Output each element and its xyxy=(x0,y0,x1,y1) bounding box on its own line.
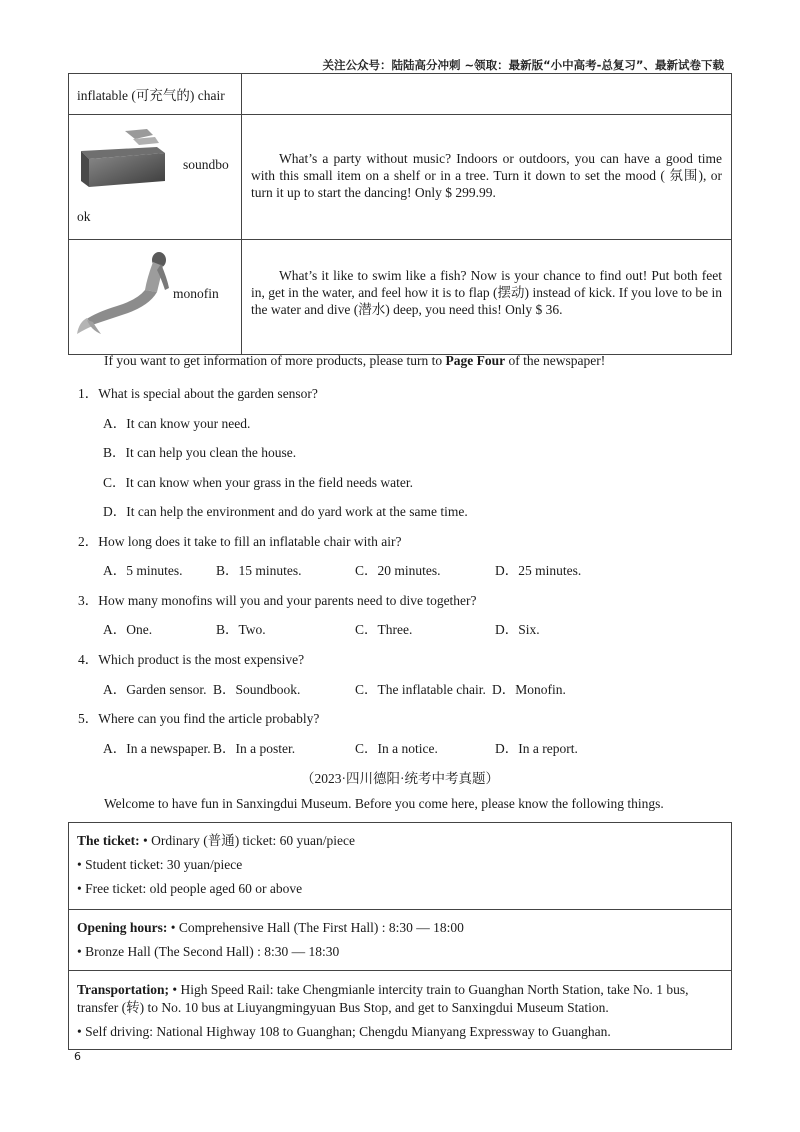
question-2: 2．How long does it take to fill an inflatable chair with air? xyxy=(78,534,402,549)
transportation-rail: • High Speed Rail: take Chengmianle intercity train to Guanghan North Station, take No. 1 bus, transfer (转) to No. 10 bus at Liuyangmingyuan Bus Stop, and get to Sanxingdui Museum Station. xyxy=(77,982,689,1015)
product-row-chair xyxy=(69,74,732,115)
question-2-option-a[interactable]: A．5 minutes. xyxy=(103,563,183,578)
question-1-option-a[interactable]: A．It can know your need. xyxy=(103,416,251,431)
question-4-option-a[interactable]: A．Garden sensor. xyxy=(103,682,207,697)
opening-hours-second-hall: • Bronze Hall (The Second Hall) : 8:30 — 18:30 xyxy=(77,944,340,959)
ticket-title: The ticket: xyxy=(77,833,140,848)
source-note: （2023·四川德阳·统考中考真题） xyxy=(301,771,499,786)
question-3-option-d[interactable]: D．Six. xyxy=(495,622,540,637)
transportation-title: Transportation; xyxy=(77,982,170,997)
monofin-description: What’s it like to swim like a fish? Now is your chance to find out! Put both feet in, get in the water, and feel how it is to flap (摆动) instead of kick. If you love to be in the water and dive (潜水) deep, you need this! Only $ 36. xyxy=(251,268,722,317)
opening-hours-row xyxy=(69,910,732,971)
question-2-option-d[interactable]: D．25 minutes. xyxy=(495,563,582,578)
question-5-option-d[interactable]: D．In a report. xyxy=(495,741,578,756)
opening-hours-first-hall: • Comprehensive Hall (The First Hall) : 8:30 — 18:00 xyxy=(167,920,464,935)
question-5-option-b[interactable]: B．In a poster. xyxy=(213,741,296,756)
ticket-free: • Free ticket: old people aged 60 or above xyxy=(77,881,303,896)
product-table xyxy=(68,73,732,355)
more-products-tip: If you want to get information of more products, please turn to Page Four of the newspaper! xyxy=(104,353,606,368)
question-2-option-b[interactable]: B．15 minutes. xyxy=(216,563,302,578)
product-row-monofin xyxy=(69,240,732,355)
question-3-option-c[interactable]: C．Three. xyxy=(355,622,413,637)
question-5-option-a[interactable]: A．In a newspaper. xyxy=(103,741,211,756)
question-4-option-d[interactable]: D．Monofin. xyxy=(492,682,566,697)
chair-label: inflatable (可充气的) chair xyxy=(77,88,225,103)
question-4: 4．Which product is the most expensive? xyxy=(78,652,305,667)
ticket-ordinary: • Ordinary (普通) ticket: 60 yuan/piece xyxy=(139,833,356,848)
soundbox-label-part1: soundbo xyxy=(183,157,229,172)
question-4-option-b[interactable]: B．Soundbook. xyxy=(213,682,301,697)
question-1-option-b[interactable]: B．It can help you clean the house. xyxy=(103,445,297,460)
transportation-driving: • Self driving: National Highway 108 to Guanghan; Chengdu Mianyang Expressway to Guanghan. xyxy=(77,1024,611,1039)
product-row-soundbox xyxy=(69,115,732,240)
monofin-label: monofin xyxy=(173,286,219,301)
monofin-image xyxy=(77,248,173,336)
ticket-student: • Student ticket: 30 yuan/piece xyxy=(77,857,243,872)
soundbox-image xyxy=(77,129,177,189)
page-header: 关注公众号：陆陆高分冲刺 ~领取：最新版“小中高考-总复习”、最新试卷下载 xyxy=(322,58,724,72)
transportation-row xyxy=(69,971,732,1050)
page-number: 6 xyxy=(74,1050,81,1063)
opening-hours-title: Opening hours: xyxy=(77,920,168,935)
question-5: 5．Where can you find the article probably? xyxy=(78,711,320,726)
question-1-option-c[interactable]: C．It can know when your grass in the field needs water. xyxy=(103,475,414,490)
question-3-option-a[interactable]: A．One. xyxy=(103,622,153,637)
question-3: 3．How many monofins will you and your parents need to dive together? xyxy=(78,593,477,608)
welcome-text: Welcome to have fun in Sanxingdui Museum. Before you come here, please know the following things. xyxy=(104,796,664,811)
question-1: 1．What is special about the garden sensor? xyxy=(78,386,318,401)
question-3-option-b[interactable]: B．Two. xyxy=(216,622,266,637)
soundbox-description: What’s a party without music? Indoors or outdoors, you can have a good time with this small item on a shelf or in a tree. Turn it down to set the mood ( 氛围), or turn it up to start the dancing! Only $ 299.99. xyxy=(251,151,722,200)
soundbox-label-part2: ok xyxy=(77,209,91,224)
page-four-label: Page Four xyxy=(445,353,506,368)
question-2-option-c[interactable]: C．20 minutes. xyxy=(355,563,441,578)
ticket-row xyxy=(69,823,732,910)
question-4-option-c[interactable]: C．The inflatable chair. xyxy=(355,682,486,697)
museum-info-table xyxy=(68,822,732,1050)
question-5-option-c[interactable]: C．In a notice. xyxy=(355,741,438,756)
question-1-option-d[interactable]: D．It can help the environment and do yard work at the same time. xyxy=(103,504,468,519)
